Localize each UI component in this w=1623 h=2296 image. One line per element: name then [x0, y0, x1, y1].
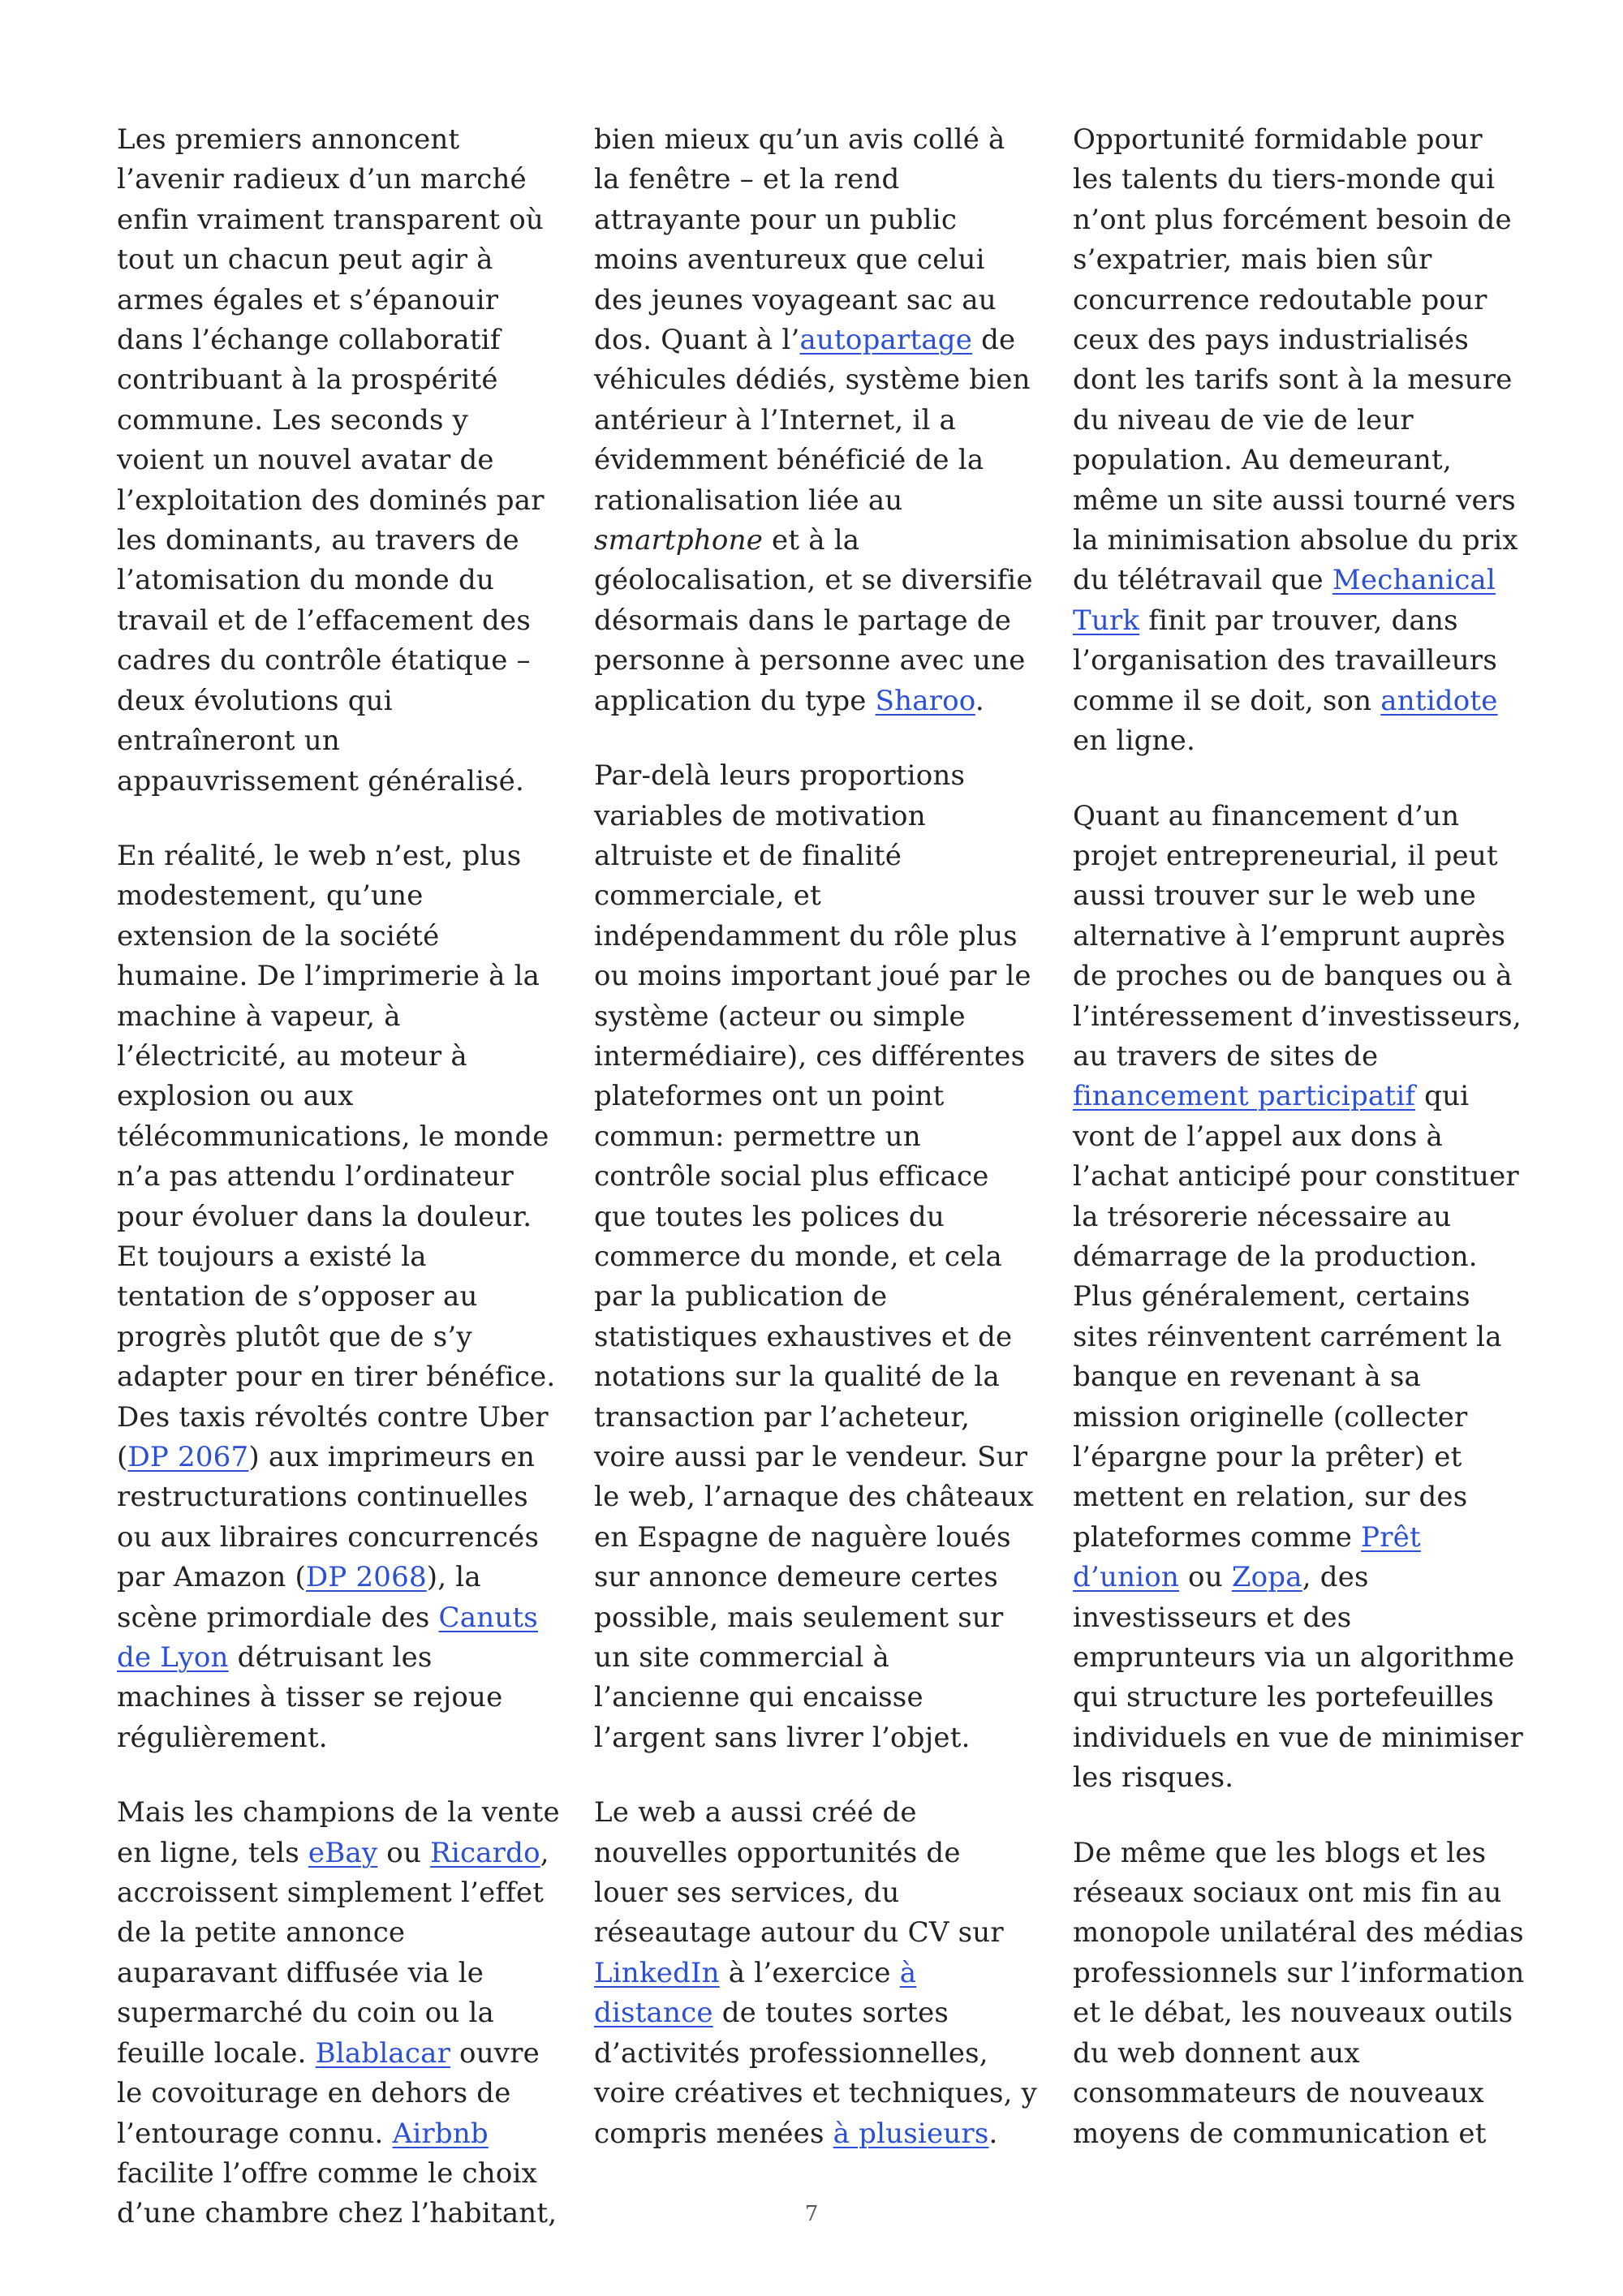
dp-2068-link[interactable]: DP 2068: [305, 1561, 427, 1594]
ricardo-link[interactable]: Ricardo: [430, 1836, 540, 1869]
antidote-link[interactable]: antidote: [1380, 684, 1498, 717]
text-run: finit par trouver, dans l’organisation des travailleurs comme il se doit, son: [1073, 604, 1497, 717]
text-column-1: [117, 120, 562, 2234]
text-run: .: [988, 2117, 998, 2150]
text-column-2: [594, 120, 1039, 2154]
text-run: à l’exercice: [719, 1956, 900, 1989]
emphasis-text: smartphone: [594, 524, 764, 557]
text-run: Mais les champions de la vente en ligne, tels: [117, 1796, 560, 1869]
text-run: , des investisseurs et des emprunteurs via un algorithme qui structure les portefeuilles individuels en vue de minimiser les risques.: [1073, 1561, 1523, 1795]
text-run: Le web a aussi créé de nouvelles opportunités de louer ses services, du réseautage autour du CV sur: [594, 1796, 1004, 1950]
linkedin-link[interactable]: LinkedIn: [594, 1956, 720, 1989]
blablacar-link[interactable]: Blablacar: [315, 2036, 451, 2070]
airbnb-link[interactable]: Airbnb: [392, 2117, 489, 2150]
dp-2067-link[interactable]: DP 2067: [127, 1441, 249, 1473]
mechanical-turk-link[interactable]: Mechanical Turk: [1073, 564, 1496, 637]
text-run: En réalité, le web n’est, plus modestement, qu’une extension de la société humaine. De l’imprimerie à la machine à vapeur, à l’électricité, au moteur à explosion ou aux télécommunications, le monde n’a pas attendu l’ordinateur pour évoluer dans la douleur. Et toujours a existé la tentation de s’opposer au progrès plutôt que de s’y adapter pour en tirer bénéfice. Des taxis révoltés contre Uber (: [117, 839, 556, 1473]
text-run: et à la géolocalisation, et se diversifie désormais dans le partage de personne à personne avec une application du type: [594, 524, 1033, 717]
a-plusieurs-link[interactable]: à plusieurs: [833, 2117, 989, 2150]
text-run: facilite l’offre comme le choix d’une chambre chez l’habitant,: [117, 2156, 558, 2230]
text-run: qui vont de l’appel aux dons à l’achat anticipé pour constituer la trésorerie nécessaire au démarrage de la production. Plus généralement, certains sites réinventent carrément la banque en revenant à sa mission originelle (collecter l’épargne pour la prêter) et mettent en relation, sur des plateformes comme: [1073, 1080, 1519, 1554]
paragraph: [594, 120, 1039, 721]
text-run: De même que les blogs et les réseaux sociaux ont mis fin au monopole unilatéral des médias professionnels sur l’information et le débat, les nouveaux outils du web donnent aux consommateurs de nouveaux moyens de communication et: [1073, 1836, 1525, 2150]
text-run: ) aux imprimeurs en restructurations continuelles ou aux libraires concurrencés par Amazon (: [117, 1441, 540, 1594]
text-column-3: [1073, 120, 1527, 2154]
ebay-link[interactable]: eBay: [308, 1836, 378, 1869]
canuts-de-lyon-link[interactable]: Canuts de Lyon: [117, 1601, 538, 1675]
paragraph: [1073, 797, 1527, 1799]
text-run: détruisant les machines à tisser se rejoue régulièrement.: [117, 1641, 503, 1754]
text-run: ouvre le covoiturage en dehors de l’entourage connu.: [117, 2036, 540, 2150]
text-run: bien mieux qu’un avis collé à la fenêtre – et la rend attrayante pour un public moins aventureux que celui des jeunes voyageant sac au dos. Quant à l’: [594, 123, 1005, 357]
text-run: ), la scène primordiale des: [117, 1561, 481, 1634]
text-run: de toutes sortes d’activités professionnelles, voire créatives et techniques, y compris menées: [594, 1997, 1038, 2150]
financement-participatif-link[interactable]: financement participatif: [1073, 1080, 1416, 1113]
paragraph: [117, 836, 562, 1758]
text-run: , accroissent simplement l’effet de la petite annonce auparavant diffusée via le supermarché du coin ou la feuille locale.: [117, 1836, 549, 2070]
text-run: en ligne.: [1073, 724, 1195, 758]
sharoo-link[interactable]: Sharoo: [875, 684, 975, 717]
text-run: Les premiers annoncent l’avenir radieux d’un marché enfin vraiment transparent où tout un chacun peut agir à armes égales et s’épanouir dans l’échange collaboratif contribuant à la prospérité commune. Les seconds y voient un nouvel avatar de l’exploitation des dominés par les dominants, au travers de l’atomisation du monde du travail et de l’effacement des cadres du contrôle étatique – deux évolutions qui entraîneront un appauvrissement généralisé.: [117, 123, 545, 798]
text-run: .: [975, 684, 984, 717]
text-run: ou: [377, 1836, 431, 1869]
text-run: ou: [1179, 1561, 1232, 1594]
paragraph: [117, 120, 562, 802]
autopartage-link[interactable]: autopartage: [799, 324, 973, 357]
a-distance-link[interactable]: à distance: [594, 1956, 917, 2030]
text-run: Par-delà leurs proportions variables de motivation altruiste et de finalité commerciale, et indépendamment du rôle plus ou moins important joué par le système (acteur ou simple intermédiaire), ces différentes plateformes ont un point commun: permettre un contrôle social plus efficace que toutes les polices du commerce du monde, et cela par la publication de statistiques exhaustives et de notations sur la qualité de la transaction par l’acheteur, voire aussi par le vendeur. Sur le web, l’arnaque des châteaux en Espagne de naguère loués sur annonce demeure certes possible, mais seulement sur un site commercial à l’ancienne qui encaisse l’argent sans livrer l’objet.: [594, 759, 1034, 1754]
text-run: Opportunité formidable pour les talents du tiers-monde qui n’ont plus forcément besoin de s’expatrier, mais bien sûr concurrence redoutable pour ceux des pays industrialisés dont les tarifs sont à la mesure du niveau de vie de leur population. Au demeurant, même un site aussi tourné vers la minimisation absolue du prix du télétravail que: [1073, 123, 1518, 597]
paragraph: [594, 756, 1039, 1758]
zopa-link[interactable]: Zopa: [1231, 1561, 1302, 1594]
paragraph: [594, 1793, 1039, 2154]
page-number: 7: [804, 2202, 819, 2226]
pret-d-union-link[interactable]: Prêt d’union: [1073, 1520, 1421, 1594]
paragraph: [1073, 120, 1527, 762]
paragraph: [117, 1793, 562, 2234]
text-run: de véhicules dédiés, système bien antérieur à l’Internet, il a évidemment bénéficié de la rationalisation liée au: [594, 324, 1031, 517]
text-run: Quant au financement d’un projet entrepreneurial, il peut aussi trouver sur le web une alternative à l’emprunt auprès de proches ou de banques ou à l’intéressement d’investisseurs, au travers de sites de: [1073, 799, 1522, 1073]
paragraph: [1073, 1834, 1527, 2154]
